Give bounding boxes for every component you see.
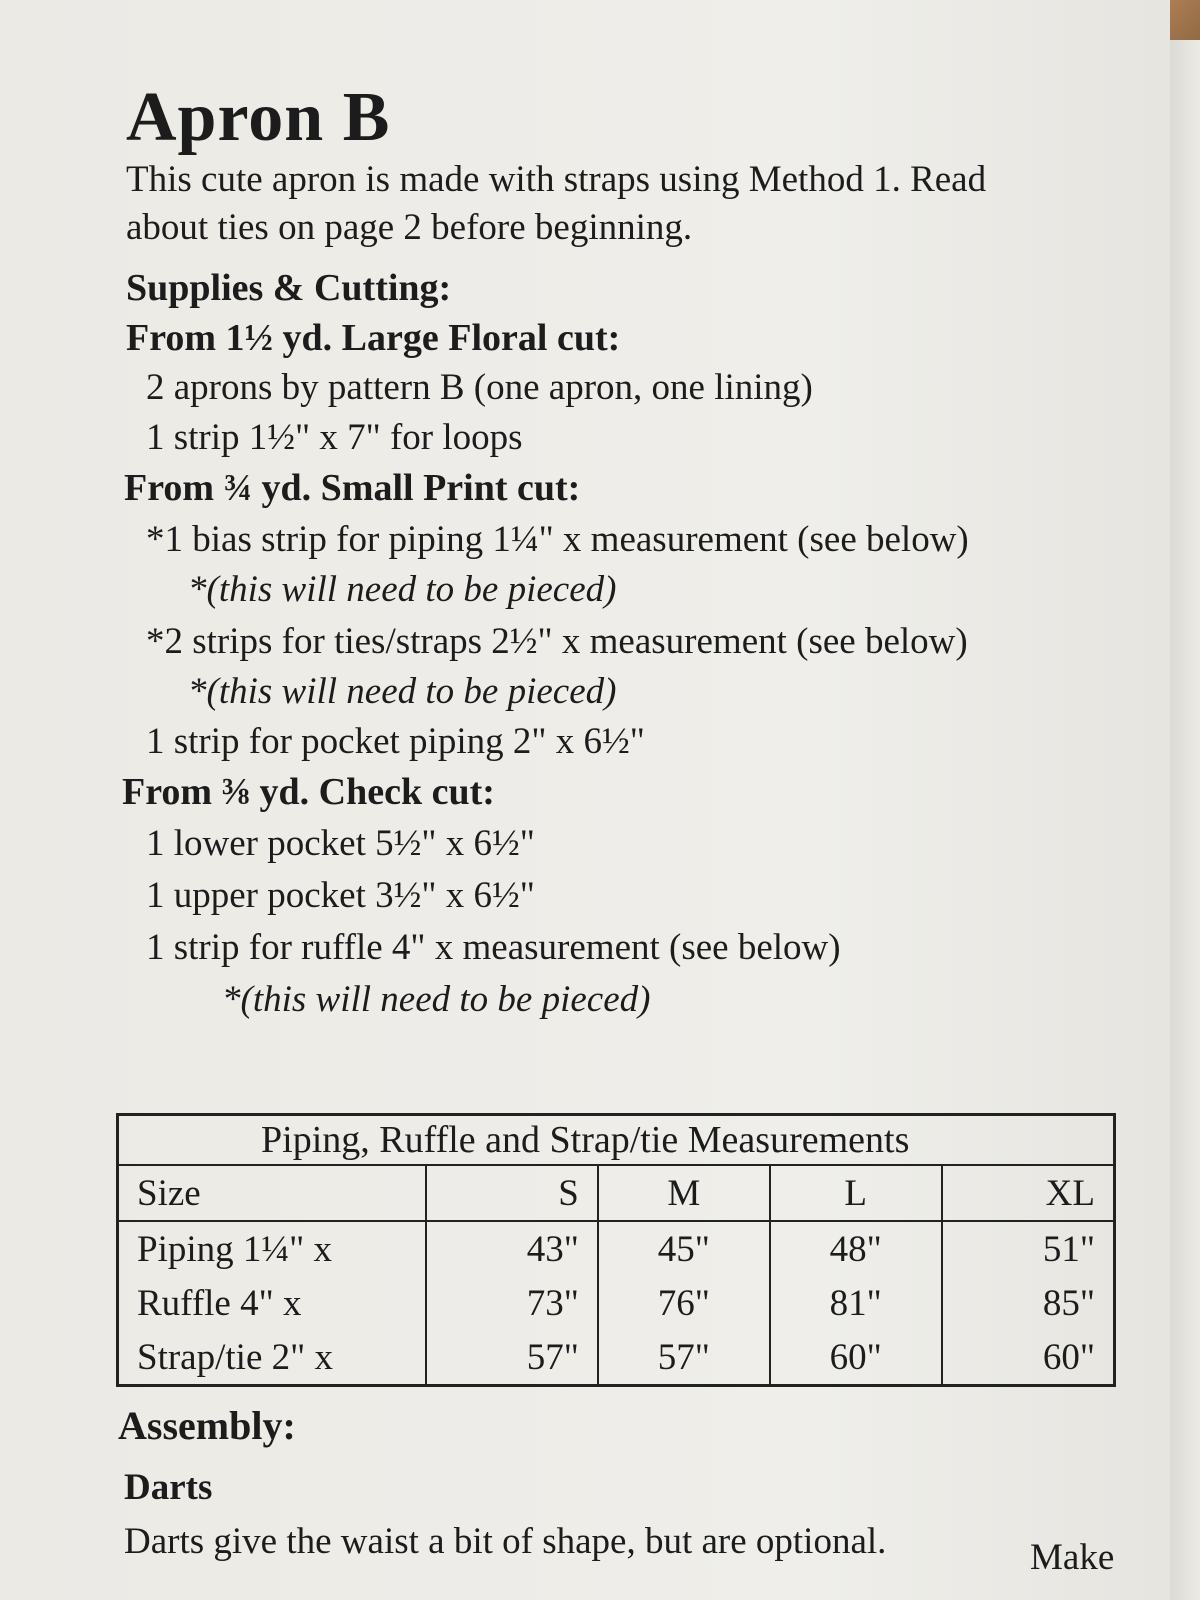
table-header-cell: L (770, 1165, 942, 1221)
table-cell: 60" (942, 1330, 1115, 1386)
table-cell: Ruffle 4" x (137, 1282, 302, 1324)
list-item: *1 bias strip for piping 1¼" x measurement (see below) (146, 519, 969, 560)
intro-line-2: about ties on page 2 before beginning. (126, 207, 693, 248)
table-cell: 57" (598, 1330, 770, 1386)
supplies-heading: Supplies & Cutting: (126, 267, 452, 309)
group-heading-small-print: From ¾ yd. Small Print cut: (124, 467, 581, 509)
list-item-note: *(this will need to be pieced) (188, 671, 617, 712)
table-header-cell: Size (118, 1165, 427, 1221)
table-header-row (118, 1165, 1115, 1221)
list-item: 1 lower pocket 5½" x 6½" (146, 823, 535, 864)
table-cell: 51" (942, 1221, 1115, 1276)
table-cell: Piping 1¼" x (137, 1228, 332, 1270)
group-heading-floral: From 1½ yd. Large Floral cut: (126, 317, 621, 359)
darts-text-end: Make (1030, 1537, 1115, 1578)
table-cell: 57" (426, 1330, 598, 1386)
table-cell: 60" (770, 1330, 942, 1386)
assembly-heading: Assembly: (118, 1403, 296, 1448)
table-header-cell: S (426, 1165, 598, 1221)
page-title: Apron B (126, 79, 391, 156)
intro-line-1: This cute apron is made with straps using Method 1. Read (126, 159, 987, 200)
list-item-note: *(this will need to be pieced) (188, 569, 617, 610)
table-cell: 81" (770, 1276, 942, 1330)
list-item: 1 strip for pocket piping 2" x 6½" (146, 721, 645, 762)
table-row (118, 1276, 1115, 1330)
darts-heading: Darts (124, 1467, 213, 1508)
table-cell: 48" (770, 1221, 942, 1276)
table-row (118, 1330, 1115, 1386)
table-cell: 43" (426, 1221, 598, 1276)
list-item: 1 strip for ruffle 4" x measurement (see below) (146, 927, 841, 968)
list-item-note: *(this will need to be pieced) (222, 979, 651, 1020)
table-cell: Strap/tie 2" x (137, 1336, 333, 1378)
list-item: 1 upper pocket 3½" x 6½" (146, 875, 535, 916)
list-item: 2 aprons by pattern B (one apron, one lining) (146, 367, 813, 408)
table-cell: 76" (598, 1276, 770, 1330)
table-header-cell: XL (942, 1165, 1115, 1221)
table-cell: 45" (598, 1221, 770, 1276)
table-row (118, 1221, 1115, 1276)
table-cell: 73" (426, 1276, 598, 1330)
table-caption: Piping, Ruffle and Strap/tie Measurements (118, 1115, 1115, 1166)
list-item: *2 strips for ties/straps 2½" x measurement (see below) (146, 621, 968, 662)
group-heading-check: From ⅜ yd. Check cut: (122, 771, 495, 813)
list-item: 1 strip 1½" x 7" for loops (146, 417, 523, 458)
darts-text: Darts give the waist a bit of shape, but are optional. (124, 1521, 887, 1562)
measurements-table (116, 1113, 1116, 1387)
table-cell: 85" (942, 1276, 1115, 1330)
table-header-cell: M (598, 1165, 770, 1221)
